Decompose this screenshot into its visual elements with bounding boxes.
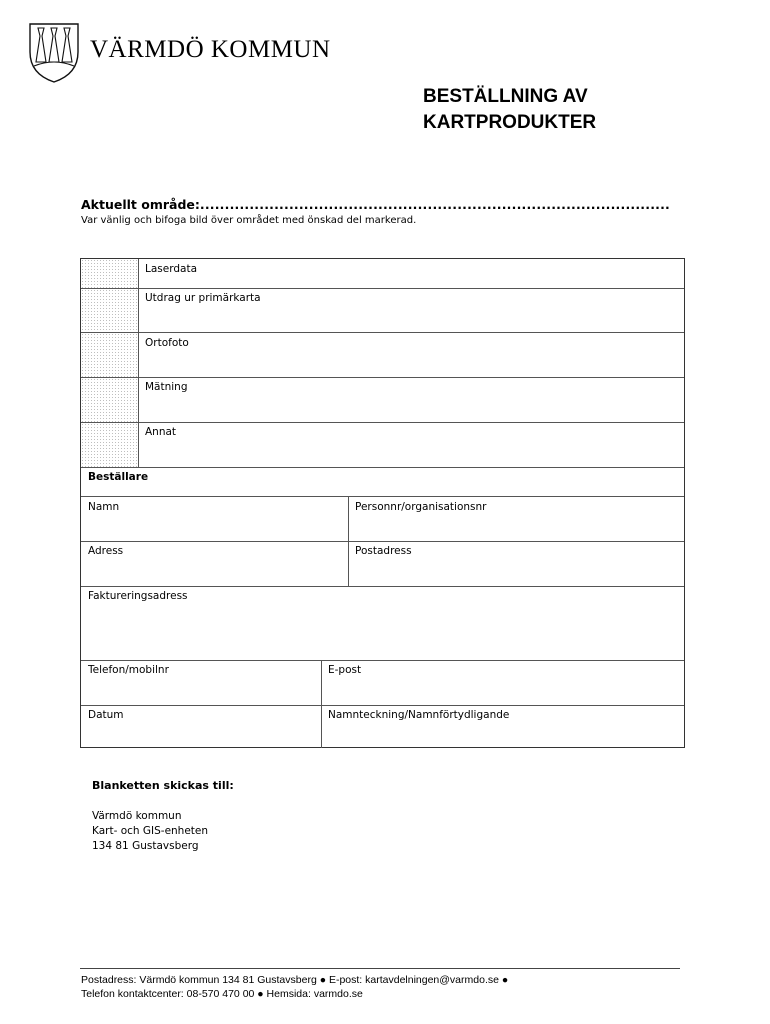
orderer-heading: Beställare — [88, 471, 149, 483]
row-divider — [81, 288, 684, 289]
personnr-field[interactable]: Personnr/organisationsnr — [355, 501, 487, 513]
postal-address-field[interactable]: Postadress — [355, 545, 412, 557]
send-to-line-3: 134 81 Gustavsberg — [92, 840, 199, 852]
row-divider — [81, 586, 684, 587]
send-to-line-2: Kart- och GIS-enheten — [92, 825, 209, 837]
phone-field[interactable]: Telefon/mobilnr — [88, 664, 169, 676]
area-label: Aktuellt område: — [81, 197, 200, 212]
row-divider — [81, 660, 684, 661]
checkbox-ortofoto[interactable] — [81, 333, 138, 377]
send-to-heading: Blanketten skickas till: — [92, 779, 234, 792]
send-to-line-1: Värmdö kommun — [92, 810, 182, 822]
footer-contact-line-1: Postadress: Värmdö kommun 134 81 Gustavsberg ● E-post: kartavdelningen@varmdo.se ● — [81, 974, 509, 986]
municipality-name: VÄRMDÖ KOMMUN — [90, 36, 331, 63]
product-annat: Annat — [145, 426, 177, 438]
product-divider — [138, 259, 139, 467]
row-divider — [81, 332, 684, 333]
billing-address-field[interactable]: Faktureringsadress — [88, 590, 188, 602]
product-primarkarta: Utdrag ur primärkarta — [145, 292, 261, 304]
checkbox-matning[interactable] — [81, 378, 138, 422]
area-field — [81, 197, 670, 212]
row-divider — [81, 496, 684, 497]
checkbox-annat[interactable] — [81, 423, 138, 467]
column-divider — [321, 660, 322, 748]
footer-divider — [80, 968, 680, 969]
row-divider — [81, 705, 684, 706]
address-field[interactable]: Adress — [88, 545, 124, 557]
area-instructions: Var vänlig och bifoga bild över området med önskad del markerad. — [81, 215, 417, 226]
row-divider — [81, 467, 684, 468]
date-field[interactable]: Datum — [88, 709, 124, 721]
order-form — [80, 258, 685, 748]
product-ortofoto: Ortofoto — [145, 337, 189, 349]
checkbox-primarkarta[interactable] — [81, 289, 138, 332]
row-divider — [81, 541, 684, 542]
row-divider — [81, 422, 684, 423]
name-field[interactable]: Namn — [88, 501, 120, 513]
email-field[interactable]: E-post — [328, 664, 362, 676]
footer-contact-line-2: Telefon kontaktcenter: 08-570 470 00 ● Hemsida: varmdo.se — [81, 988, 363, 1000]
product-matning: Mätning — [145, 381, 188, 393]
checkbox-laserdata[interactable] — [81, 259, 138, 288]
signature-field[interactable]: Namnteckning/Namnförtydligande — [328, 709, 510, 721]
document-title — [423, 84, 596, 136]
area-dotted-line: ............................................................................................... — [199, 197, 670, 212]
title-line-1: BESTÄLLNING AV — [423, 86, 588, 107]
row-divider — [81, 377, 684, 378]
municipality-logo — [28, 22, 80, 84]
product-laserdata: Laserdata — [145, 263, 197, 275]
title-line-2: KARTPRODUKTER — [423, 112, 597, 133]
